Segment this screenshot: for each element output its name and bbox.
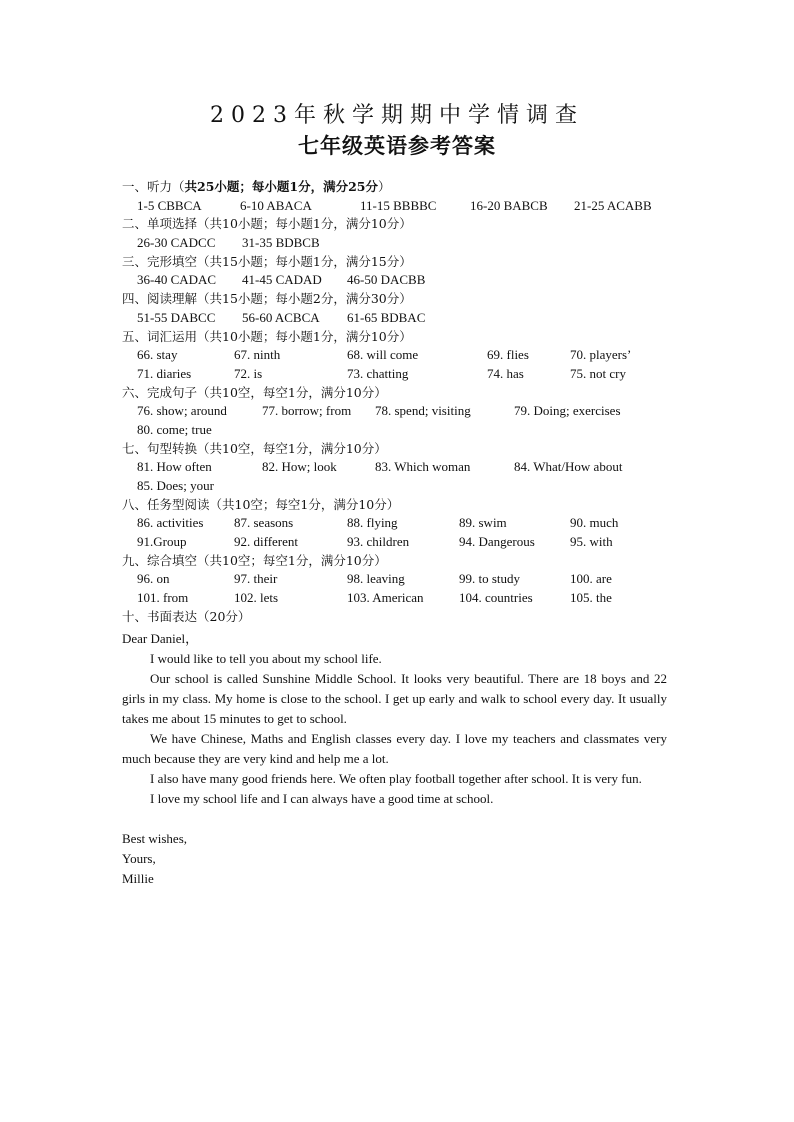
answer-cell: 104. countries xyxy=(459,590,533,606)
answer-cell: 51-55 DABCC xyxy=(137,309,216,325)
letter-paragraph: We have Chinese, Maths and English classes every day. I love my teachers and classmates very much because they are very kind and help me a lot. xyxy=(122,731,667,766)
answer-cell: 82. How; look xyxy=(262,459,337,475)
letter-paragraph: I would like to tell you about my school life. xyxy=(150,651,382,666)
answer-row xyxy=(122,514,682,533)
heading-text-bold: 共25小题；每小题1分，满分25分 xyxy=(184,179,379,194)
answer-row xyxy=(122,477,682,496)
answer-cell: 70. players’ xyxy=(570,347,632,363)
answer-cell: 21-25 ACABB xyxy=(574,197,652,213)
section-heading-task-reading: 八、任务型阅读（共10空；每空1分，满分10分） xyxy=(122,496,400,512)
answer-cell: 95. with xyxy=(570,534,613,550)
answer-cell: 98. leaving xyxy=(347,571,405,587)
answer-cell: 101. from xyxy=(137,590,189,606)
answer-row xyxy=(122,570,682,589)
letter-paragraph: Our school is called Sunshine Middle School. It looks very beautiful. There are 18 boys and 22 girls in my class. My home is close to the school. I get up early and walk to school every day. It usually takes me about 15 minutes to get to school. xyxy=(122,671,667,726)
answer-cell: 76. show; around xyxy=(137,403,227,419)
answer-cell: 93. children xyxy=(347,534,410,550)
answer-cell: 68. will come xyxy=(347,347,419,363)
answer-cell: 85. Does; your xyxy=(137,478,214,493)
answer-cell: 96. on xyxy=(137,571,170,587)
letter-closing: Best wishes, xyxy=(122,831,187,846)
answer-cell: 75. not cry xyxy=(570,365,626,381)
answer-cell: 94. Dangerous xyxy=(459,534,535,550)
answer-row xyxy=(122,533,682,552)
answer-cell: 56-60 ACBCA xyxy=(242,309,320,325)
answer-row xyxy=(122,234,682,253)
answer-cell: 69. flies xyxy=(487,347,529,363)
answer-cell: 61-65 BDBAC xyxy=(347,309,426,325)
answer-cell: 87. seasons xyxy=(234,515,294,531)
spacer xyxy=(122,809,667,829)
answer-cell: 92. different xyxy=(234,534,299,550)
answer-cell: 26-30 CADCC xyxy=(137,235,216,251)
section-heading-comprehensive-fill: 九、综合填空（共10空；每空1分，满分10分） xyxy=(122,552,387,568)
answer-cell: 88. flying xyxy=(347,515,398,531)
answer-cell: 103. American xyxy=(347,590,424,606)
section-heading-listening xyxy=(122,178,682,197)
answer-cell: 79. Doing; exercises xyxy=(514,403,621,419)
answer-row xyxy=(122,271,682,290)
answer-cell: 105. the xyxy=(570,590,612,606)
answer-cell: 72. is xyxy=(234,365,263,381)
answer-cell: 66. stay xyxy=(137,347,178,363)
section-heading-vocabulary: 五、词汇运用（共10小题；每小题1分，满分10分） xyxy=(122,328,412,344)
heading-text: 一、听力（ xyxy=(122,179,185,194)
answer-cell: 71. diaries xyxy=(137,365,192,381)
section-heading-writing: 十、书面表达（20分） xyxy=(122,608,251,624)
letter-greeting: Dear Daniel， xyxy=(122,631,199,646)
answer-cell: 77. borrow; from xyxy=(262,403,352,419)
answer-cell: 89. swim xyxy=(459,515,507,531)
answer-cell: 81. How often xyxy=(137,459,212,475)
answer-cell: 83. Which woman xyxy=(375,459,471,475)
answer-cell: 11-15 BBBBC xyxy=(360,197,437,213)
answer-cell: 16-20 BABCB xyxy=(470,197,548,213)
answer-cell: 86. activities xyxy=(137,515,204,531)
letter-paragraph: I love my school life and I can always have a good time at school. xyxy=(150,791,494,806)
section-heading-cloze: 三、完形填空（共15小题；每小题1分，满分15分） xyxy=(122,253,412,269)
answer-cell: 31-35 BDBCB xyxy=(242,235,320,251)
sample-essay xyxy=(122,629,667,889)
answer-row xyxy=(122,458,682,477)
answer-cell: 99. to study xyxy=(459,571,521,587)
answer-row xyxy=(122,309,682,328)
letter-yours: Yours, xyxy=(122,851,156,866)
answer-cell: 1-5 CBBCA xyxy=(137,197,202,213)
answer-row xyxy=(122,402,682,421)
answer-cell: 46-50 DACBB xyxy=(347,272,426,288)
answer-cell: 73. chatting xyxy=(347,365,409,381)
answer-key xyxy=(122,178,682,627)
answer-row xyxy=(122,421,682,440)
page-title: 2023年秋学期期中学情调查 xyxy=(210,103,584,128)
section-heading-single-choice: 二、单项选择（共10小题；每小题1分，满分10分） xyxy=(122,216,412,232)
answer-row xyxy=(122,589,682,608)
answer-row xyxy=(122,346,682,365)
answer-row xyxy=(122,197,682,216)
letter-signature: Millie xyxy=(122,871,154,886)
section-heading-sentence-transform: 七、句型转换（共10空，每空1分，满分10分） xyxy=(122,440,387,456)
answer-row xyxy=(122,365,682,384)
answer-cell: 90. much xyxy=(570,515,619,531)
page-subtitle: 七年级英语参考答案 xyxy=(298,134,496,158)
answer-cell: 67. ninth xyxy=(234,347,281,363)
answer-cell: 100. are xyxy=(570,571,612,587)
answer-cell: 91.Group xyxy=(137,534,187,550)
answer-cell: 6-10 ABACA xyxy=(240,197,312,213)
answer-cell: 97. their xyxy=(234,571,278,587)
answer-cell: 84. What/How about xyxy=(514,459,623,475)
answer-cell: 36-40 CADAC xyxy=(137,272,217,288)
answer-cell: 80. come; true xyxy=(137,421,212,437)
answer-cell: 41-45 CADAD xyxy=(242,272,322,288)
heading-text: ） xyxy=(378,179,391,194)
section-heading-reading: 四、阅读理解（共15小题；每小题2分，满分30分） xyxy=(122,291,412,307)
section-heading-complete-sentences: 六、完成句子（共10空，每空1分，满分10分） xyxy=(122,384,387,400)
answer-cell: 74. has xyxy=(487,365,524,381)
answer-cell: 78. spend; visiting xyxy=(375,403,471,419)
answer-cell: 102. lets xyxy=(234,590,279,606)
letter-paragraph: I also have many good friends here. We often play football together after school. It is very fun. xyxy=(150,771,642,786)
